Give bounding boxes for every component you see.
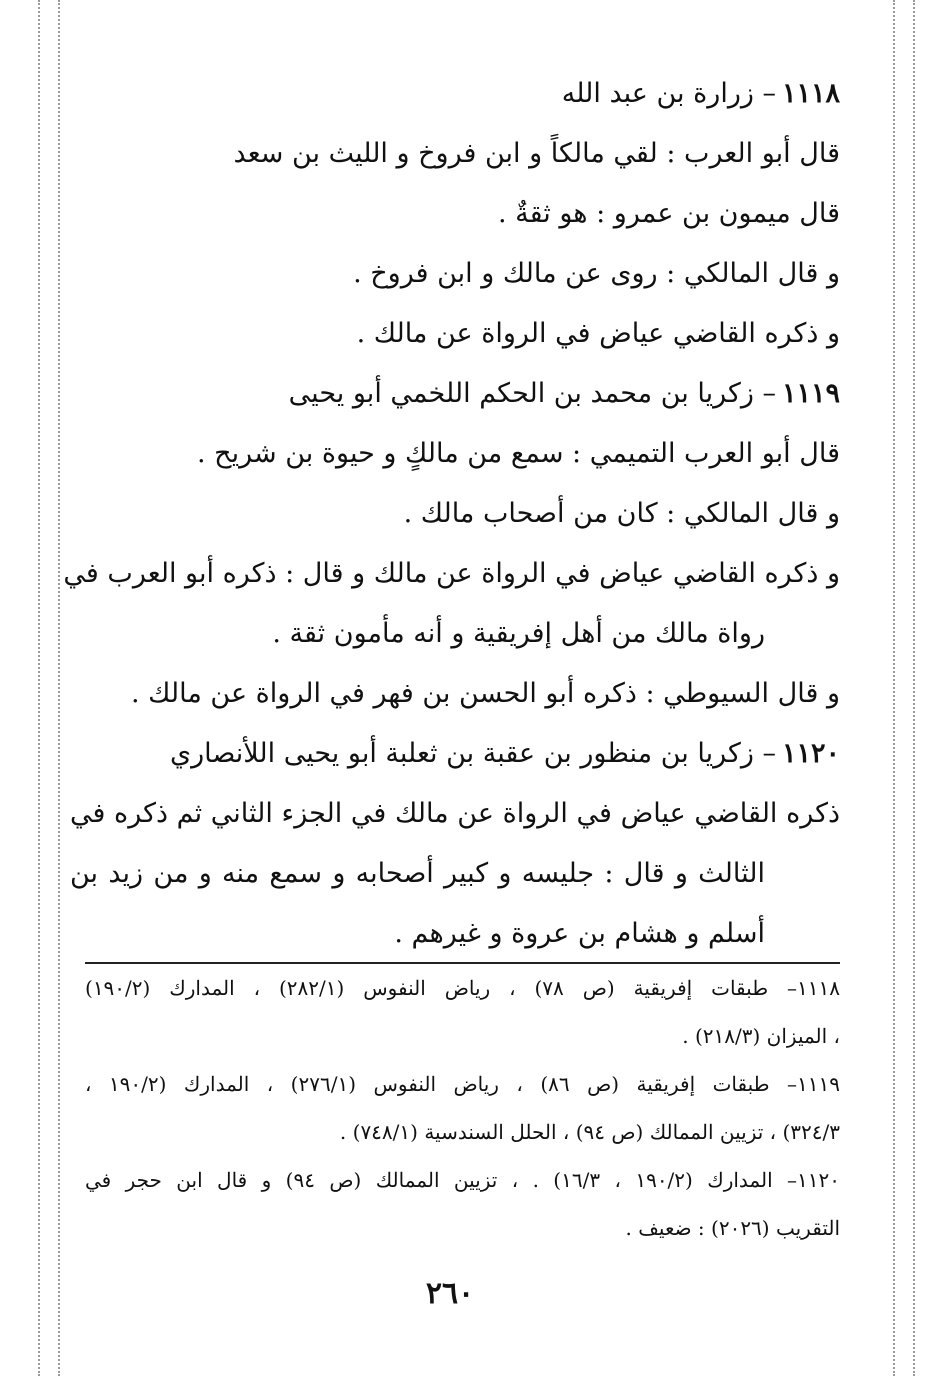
entry-number: ١١٢٠ — [781, 738, 840, 769]
entry-title: – زكريا بن منظور بن عقبة بن ثعلبة أبو يحيى اللأنصاري — [169, 738, 776, 769]
entry-1120-heading — [70, 724, 840, 784]
footnotes-block — [85, 964, 840, 1252]
text-line-continuation: الثالث و قال : جليسه و كبير أصحابه و سمع منه و من زيد بن — [70, 858, 765, 889]
text-line-continuation: أسلم و هشام بن عروة و غيرهم . — [394, 918, 765, 949]
footnote-line: ٣٢٤/٣) ، تزيين الممالك (ص ٩٤) ، الحلل السندسية (٧٤٨/١) . — [339, 1120, 840, 1144]
text-line: و قال المالكي : روى عن مالك و ابن فروخ . — [353, 258, 840, 289]
text-line: قال ميمون بن عمرو : هو ثقةٌ . — [497, 198, 840, 229]
entry-title: – زرارة بن عبد الله — [561, 78, 776, 109]
margin-dotted-rule-right-outer — [913, 0, 915, 1376]
entry-1118-heading — [70, 64, 840, 124]
entry-1119-heading — [70, 364, 840, 424]
text-line: و قال السيوطي : ذكره أبو الحسن بن فهر في الرواة عن مالك . — [130, 678, 840, 709]
main-text-block — [63, 64, 840, 964]
margin-dotted-rule-left-inner — [58, 0, 60, 1376]
footnote-line: التقريب (٢٠٢٦) : ضعيف . — [625, 1216, 840, 1240]
footnote-line: ١١١٨– طبقات إفريقية (ص ٧٨) ، رياض النفوس (٢٨٢/١) ، المدارك (١٩٠/٢) — [85, 976, 841, 1000]
text-line: و قال المالكي : كان من أصحاب مالك . — [403, 498, 840, 529]
margin-dotted-rule-right-inner — [893, 0, 895, 1376]
text-line: قال أبو العرب التميمي : سمع من مالكٍ و حيوة بن شريح . — [197, 438, 840, 469]
footnote-line: ، الميزان (٢١٨/٣) . — [682, 1024, 840, 1048]
margin-dotted-rule-left-outer — [38, 0, 40, 1376]
page-number: ٢٦٠ — [425, 1276, 475, 1311]
text-line: و ذكره القاضي عياض في الرواة عن مالك . — [356, 318, 840, 349]
entry-title: – زكريا بن محمد بن الحكم اللخمي أبو يحيى — [288, 378, 776, 409]
entry-number: ١١١٩ — [781, 378, 840, 409]
footnote-line: ١١١٩– طبقات إفريقية (ص ٨٦) ، رياض النفوس (٢٧٦/١) ، المدارك (١٩٠/٢ ، — [85, 1072, 841, 1096]
entry-number: ١١١٨ — [781, 78, 840, 109]
text-line: قال أبو العرب : لقي مالكاً و ابن فروخ و الليث بن سعد — [233, 138, 840, 169]
footnote-line: ١١٢٠– المدارك (١٩٠/٢ ، ١٦/٣) . ، تزيين الممالك (ص ٩٤) و قال ابن حجر في — [85, 1168, 840, 1192]
text-line: و ذكره القاضي عياض في الرواة عن مالك و قال : ذكره أبو العرب في — [63, 558, 840, 589]
text-line: ذكره القاضي عياض في الرواة عن مالك في الجزء الثاني ثم ذكره في — [70, 798, 840, 829]
text-line-continuation: رواة مالك من أهل إفريقية و أنه مأمون ثقة . — [272, 618, 765, 649]
